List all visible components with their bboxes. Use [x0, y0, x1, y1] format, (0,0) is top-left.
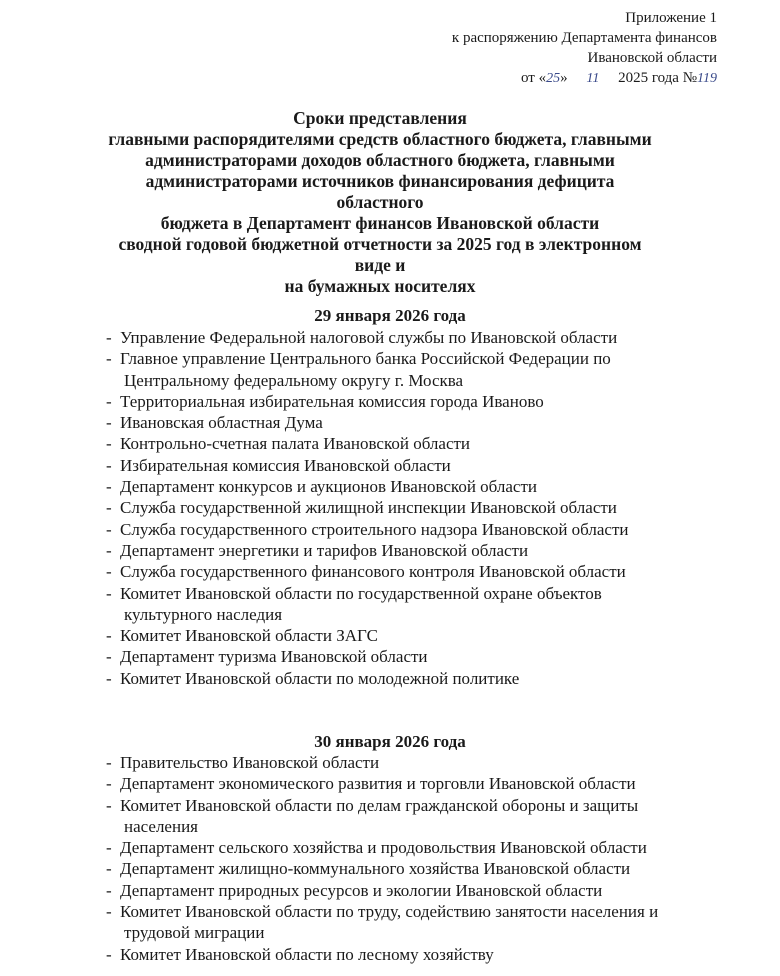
list-item: - Комитет Ивановской области по труду, содействию занятости населения и трудовой миграции	[106, 901, 726, 944]
list-item: - Служба государственного финансового контроля Ивановской области	[106, 561, 726, 582]
list-item: - Контрольно-счетная палата Ивановской области	[106, 433, 726, 454]
list-item: - Департамент туризма Ивановской области	[106, 646, 726, 667]
document-title: Сроки представления главными распорядителями средств областного бюджета, главными администраторами доходов областного бюджета, главными администраторами источников финансирования дефицита областного бюджета в Департамент финансов Ивановской области сводной годовой бюджетной отчетности за 2025 год в электронном виде и на бумажных носителях	[108, 108, 652, 296]
list-item: - Служба государственного строительного надзора Ивановской области	[106, 519, 726, 540]
list-item: - Комитет Ивановской области по молодежной политике	[106, 668, 726, 689]
list-jan29	[106, 327, 726, 689]
list-item: - Управление Федеральной налоговой службы по Ивановской области	[106, 327, 726, 348]
section-date-jan30: 30 января 2026 года	[314, 732, 466, 751]
list-item: - Департамент экономического развития и торговли Ивановской области	[106, 773, 726, 794]
list-item: - Избирательная комиссия Ивановской области	[106, 455, 726, 476]
list-item: - Комитет Ивановской области ЗАГС	[106, 625, 726, 646]
list-item: - Служба государственной жилищной инспекции Ивановской области	[106, 497, 726, 518]
list-item: - Департамент природных ресурсов и экологии Ивановской области	[106, 880, 726, 901]
appendix-region: Ивановской области	[587, 50, 717, 66]
appendix-header	[452, 8, 717, 89]
list-item: - Департамент жилищно-коммунального хозяйства Ивановской области	[106, 858, 726, 879]
list-item: - Правительство Ивановской области	[106, 752, 726, 773]
handwritten-day: 25	[546, 71, 561, 86]
list-item: - Ивановская областная Дума	[106, 412, 726, 433]
list-jan30	[106, 752, 726, 965]
list-item: - Комитет Ивановской области по делам гражданской обороны и защиты населения	[106, 795, 726, 838]
handwritten-number: 119	[697, 71, 717, 86]
appendix-number: Приложение 1	[625, 10, 717, 26]
handwritten-month: 11	[586, 71, 600, 86]
appendix-date-line: от «25» 11 2025 года №119	[521, 70, 717, 86]
list-item: - Главное управление Центрального банка Российской Федерации по Центральному федеральному округу г. Москва	[106, 348, 726, 391]
list-item: - Департамент энергетики и тарифов Ивановской области	[106, 540, 726, 561]
list-item: - Департамент сельского хозяйства и продовольствия Ивановской области	[106, 837, 726, 858]
appendix-reference: к распоряжению Департамента финансов	[451, 30, 717, 46]
list-item: - Комитет Ивановской области по государственной охране объектов культурного наследия	[106, 583, 726, 626]
list-item: - Департамент конкурсов и аукционов Ивановской области	[106, 476, 726, 497]
list-item: - Комитет Ивановской области по лесному хозяйству	[106, 944, 726, 965]
list-item: - Территориальная избирательная комиссия города Иваново	[106, 391, 726, 412]
section-date-jan29: 29 января 2026 года	[314, 306, 466, 325]
